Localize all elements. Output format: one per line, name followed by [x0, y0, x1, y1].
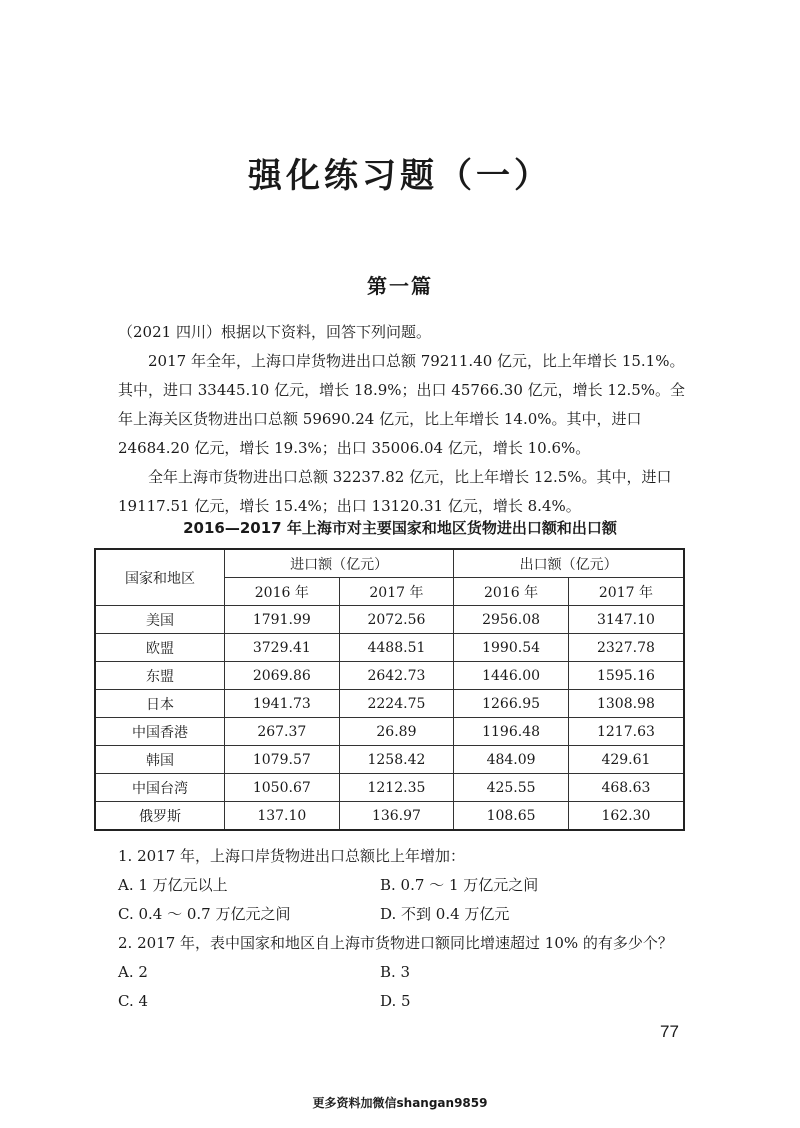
- question-1: [118, 842, 693, 929]
- option-b: B. 0.7 ～ 1 万亿元之间: [380, 876, 539, 894]
- cell-value-imp2016: 267.37: [225, 718, 340, 746]
- header-export-2017: 2017 年: [568, 578, 684, 606]
- cell-value-imp2016: 137.10: [225, 802, 340, 831]
- question-2: [118, 929, 693, 1016]
- cell-value-exp2017: 429.61: [568, 746, 684, 774]
- cell-value-exp2016: 1990.54: [454, 634, 569, 662]
- table-row: [95, 606, 684, 634]
- option-d: D. 不到 0.4 万亿元: [380, 905, 510, 923]
- cell-value-exp2017: 468.63: [568, 774, 684, 802]
- cell-value-imp2017: 4488.51: [339, 634, 454, 662]
- cell-value-exp2017: 2327.78: [568, 634, 684, 662]
- footer-note: 更多资料加微信shangan9859: [312, 1096, 488, 1110]
- cell-value-exp2016: 108.65: [454, 802, 569, 831]
- page-number: 77: [660, 1022, 679, 1041]
- cell-value-exp2017: 1217.63: [568, 718, 684, 746]
- cell-value-exp2016: 1196.48: [454, 718, 569, 746]
- cell-region: 日本: [95, 690, 225, 718]
- cell-value-exp2017: 162.30: [568, 802, 684, 831]
- cell-value-exp2017: 1308.98: [568, 690, 684, 718]
- option-d: D. 5: [380, 992, 411, 1010]
- cell-value-imp2017: 136.97: [339, 802, 454, 831]
- option-b: B. 3: [380, 963, 411, 981]
- header-import-2016: 2016 年: [225, 578, 340, 606]
- cell-region: 韩国: [95, 746, 225, 774]
- cell-region: 俄罗斯: [95, 802, 225, 831]
- cell-value-imp2016: 2069.86: [225, 662, 340, 690]
- questions: [118, 842, 693, 1016]
- cell-value-imp2017: 1212.35: [339, 774, 454, 802]
- cell-value-imp2016: 1079.57: [225, 746, 340, 774]
- cell-value-imp2017: 2642.73: [339, 662, 454, 690]
- option-a: A. 1 万亿元以上: [118, 876, 228, 894]
- cell-value-exp2016: 2956.08: [454, 606, 569, 634]
- cell-value-imp2016: 1941.73: [225, 690, 340, 718]
- cell-value-exp2016: 1266.95: [454, 690, 569, 718]
- trade-table: [94, 548, 685, 831]
- table-row: [95, 746, 684, 774]
- cell-region: 美国: [95, 606, 225, 634]
- cell-value-imp2017: 26.89: [339, 718, 454, 746]
- cell-value-imp2016: 3729.41: [225, 634, 340, 662]
- cell-value-imp2016: 1791.99: [225, 606, 340, 634]
- cell-region: 中国台湾: [95, 774, 225, 802]
- header-export-2016: 2016 年: [454, 578, 569, 606]
- page-title: 强化练习题（一）: [248, 156, 552, 196]
- table-row: [95, 634, 684, 662]
- cell-value-exp2016: 425.55: [454, 774, 569, 802]
- cell-value-imp2017: 2224.75: [339, 690, 454, 718]
- cell-region: 欧盟: [95, 634, 225, 662]
- cell-value-imp2016: 1050.67: [225, 774, 340, 802]
- passage: [118, 318, 693, 521]
- header-import-2017: 2017 年: [339, 578, 454, 606]
- cell-value-exp2017: 1595.16: [568, 662, 684, 690]
- cell-region: 中国香港: [95, 718, 225, 746]
- header-region: 国家和地区: [95, 549, 225, 606]
- question-stem: 2. 2017 年，表中国家和地区自上海市货物进口额同比增速超过 10% 的有多少个？: [118, 934, 673, 952]
- header-export: 出口额（亿元）: [454, 549, 684, 578]
- option-c: C. 0.4 ～ 0.7 万亿元之间: [118, 905, 291, 923]
- table-row: [95, 802, 684, 831]
- table-row: [95, 690, 684, 718]
- cell-value-exp2016: 484.09: [454, 746, 569, 774]
- table-title: 2016—2017 年上海市对主要国家和地区货物进出口额和出口额: [183, 519, 617, 537]
- passage-intro: （2021 四川）根据以下资料，回答下列问题。: [118, 323, 431, 341]
- table-row: [95, 718, 684, 746]
- cell-region: 东盟: [95, 662, 225, 690]
- table-row: [95, 774, 684, 802]
- header-import: 进口额（亿元）: [225, 549, 454, 578]
- option-c: C. 4: [118, 992, 149, 1010]
- passage-paragraph: 全年上海市货物进出口总额 32237.82 亿元，比上年增长 12.5%。其中，进口 19117.51 亿元，增长 15.4%；出口 13120.31 亿元，增长 8.4%。: [118, 468, 672, 515]
- cell-value-imp2017: 2072.56: [339, 606, 454, 634]
- question-stem: 1. 2017 年，上海口岸货物进出口总额比上年增加：: [118, 847, 466, 865]
- table-row: [95, 662, 684, 690]
- cell-value-exp2016: 1446.00: [454, 662, 569, 690]
- section-title: 第一篇: [367, 274, 433, 298]
- cell-value-exp2017: 3147.10: [568, 606, 684, 634]
- option-a: A. 2: [118, 963, 148, 981]
- passage-paragraph: 2017 年全年，上海口岸货物进出口总额 79211.40 亿元，比上年增长 15.1%。其中，进口 33445.10 亿元，增长 18.9%；出口 45766.30 亿元，增长 12.5%。全年上海关区货物进出口总额 59690.24 亿元，比上年增长 14.0%。其中，进口 24684.20 亿元，增长 19.3%；出口 35006.04 亿元，增长 10.6%。: [118, 352, 686, 457]
- cell-value-imp2017: 1258.42: [339, 746, 454, 774]
